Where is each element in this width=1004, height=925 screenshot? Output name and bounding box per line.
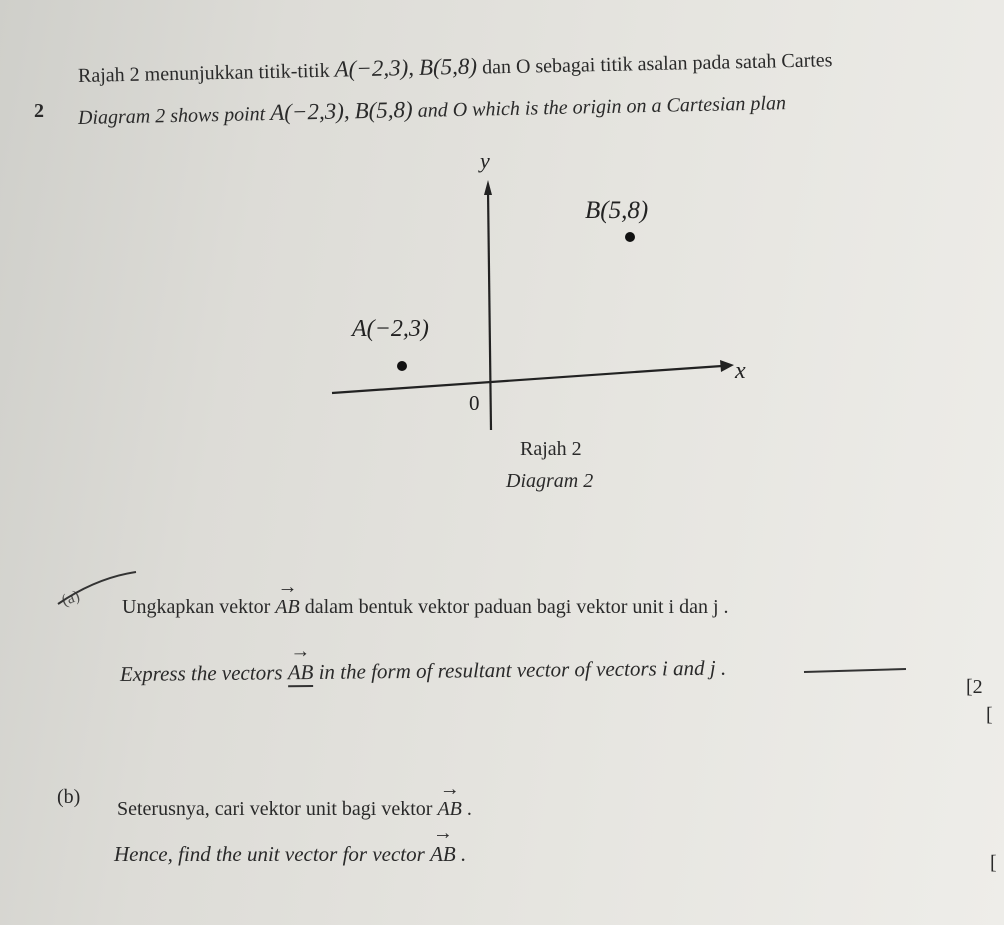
- part-a-malay-prefix: Ungkapkan vektor: [122, 596, 271, 618]
- y-axis: [488, 190, 491, 430]
- point-b-coord: B(5,8): [418, 53, 478, 80]
- english-intro-prefix: Diagram 2 shows point: [77, 103, 266, 129]
- vector-ab-malay: → AB: [275, 596, 299, 619]
- english-point-a-coord: A(−2,3),: [269, 98, 350, 125]
- part-a-english-suffix: in the form of resultant vector of vectors i and j .: [318, 655, 727, 684]
- malay-intro-prefix: Rajah 2 menunjukkan titik-titik: [77, 59, 330, 87]
- point-a-dot: [397, 361, 407, 371]
- point-a-label: A(−2,3): [352, 316, 429, 342]
- underline-stroke: [800, 664, 910, 678]
- part-b-malay-suffix: .: [466, 798, 472, 820]
- x-axis-label: x: [735, 358, 746, 384]
- x-axis: [332, 366, 722, 393]
- part-a-marks: [2: [966, 676, 983, 698]
- english-intro-suffix: and O which is the origin on a Cartesian plan: [417, 92, 787, 122]
- point-b-label: B(5,8): [585, 197, 649, 224]
- vector-ab-part-b-english: → AB: [430, 842, 456, 867]
- y-axis-label: y: [480, 148, 490, 173]
- part-b-malay: [117, 798, 472, 821]
- x-axis-arrowhead: [720, 360, 734, 372]
- part-b-marks: [: [990, 852, 997, 874]
- caption-malay: Rajah 2: [520, 438, 582, 460]
- vector-ab-part-b-malay: → AB: [437, 798, 461, 821]
- part-a-malay-suffix: dalam bentuk vektor paduan bagi vektor unit i dan j .: [304, 596, 729, 618]
- part-b-english: [114, 842, 466, 867]
- malay-intro-suffix: dan O sebagai titik asalan pada satah Cartes: [481, 49, 833, 79]
- part-b-label: (b): [57, 786, 81, 808]
- caption-english: Diagram 2: [506, 470, 594, 492]
- question-number: 2: [34, 100, 44, 122]
- part-a-label: (a): [59, 587, 82, 610]
- vector-ab-english: → AB: [288, 660, 314, 687]
- english-point-b-coord: B(5,8): [354, 96, 413, 124]
- y-axis-arrowhead: [484, 180, 492, 195]
- part-a-malay: [122, 596, 729, 619]
- point-b-dot: [625, 232, 635, 242]
- point-a-coord: A(−2,3),: [334, 54, 415, 82]
- part-a-english-prefix: Express the vectors: [119, 660, 283, 686]
- part-a-marks-secondary: [: [986, 704, 993, 726]
- part-b-malay-prefix: Seterusnya, cari vektor unit bagi vektor: [117, 798, 433, 820]
- part-b-english-suffix: .: [460, 842, 467, 866]
- origin-label: 0: [469, 391, 480, 415]
- part-b-english-prefix: Hence, find the unit vector for vector: [114, 842, 425, 866]
